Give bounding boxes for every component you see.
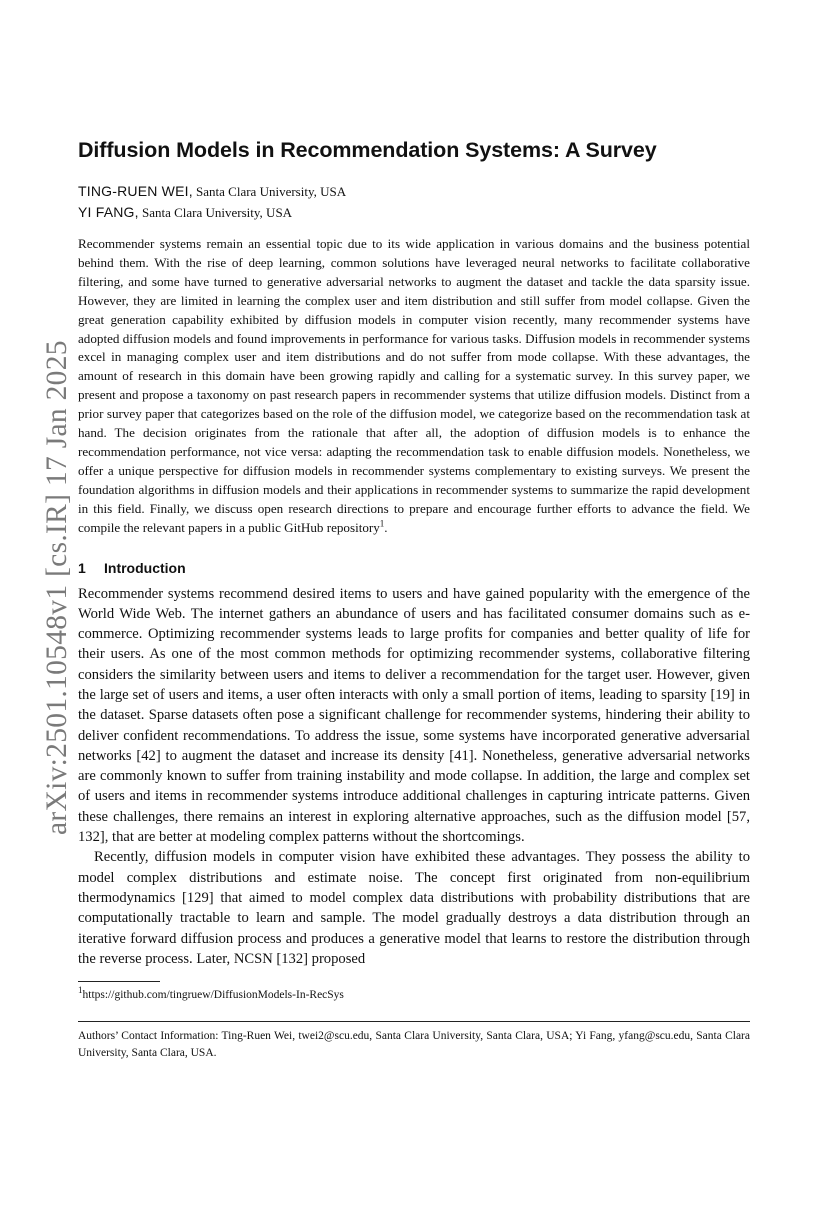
contact-divider <box>78 1021 750 1022</box>
section-heading <box>78 560 750 576</box>
body-paragraph: Recommender systems recommend desired items to users and have gained popularity with the emergence of the World Wide Web. The internet gathers an abundance of users and has facilitated consumer domains such as e-commerce. Optimizing recommender systems leads to large profits for companies and better quality of life for their users. As one of the most common methods for optimizing recommender systems, collaborative filtering considers the similarity between users and items to deliver a recommendation for the target user. However, given the large set of users and items, a user often interacts with only a small portion of items, leading to sparsity [19] in the dataset. Sparse datasets often pose a significant challenge for recommender systems, hindering their ability to deliver confident recommendations. To address the issue, some systems have incorporated generative adversarial networks [42] to augment the dataset and increase its density [41]. Nonetheless, generative adversarial networks are commonly known to suffer from training instability and mode collapse. In addition, the large and complex set of users and items in recommender systems introduce additional challenges in capturing intricate patterns. Given these challenges, there remains an interest in exploring alternative approaches, such as the diffusion model [57, 132], that are better at modeling complex patterns without the shortcomings. <box>78 585 750 846</box>
author-name: YI FANG, <box>78 204 139 220</box>
author-contact-info: Authors’ Contact Information: Ting-Ruen Wei, twei2@scu.edu, Santa Clara University, Santa Clara, USA; Yi Fang, yfang@scu.edu, Santa Clara University, Santa Clara, USA. <box>78 1030 750 1060</box>
paper-page <box>78 138 750 1062</box>
author-entry <box>78 181 750 202</box>
abstract <box>78 235 750 538</box>
section-number: 1 <box>78 559 86 576</box>
author-entry <box>78 202 750 223</box>
author-name: TING-RUEN WEI, <box>78 183 193 199</box>
arxiv-identifier: arXiv:2501.10548v1 [cs.IR] 17 Jan 2025 <box>41 340 73 835</box>
footnote-divider <box>78 981 160 982</box>
abstract-end: . <box>384 519 388 535</box>
footnote-marker: 1 <box>379 518 385 529</box>
abstract-text: Recommender systems remain an essential topic due to its wide application in various domains and the business potential behind them. With the rise of deep learning, common solutions have leveraged neural networks to facilitate collaborative filtering, and some have turned to generative adversarial networks to augment the dataset and tackle the data sparsity issue. However, they are limited in learning the complex user and item distribution and still suffer from model collapse. Given the great generation capability exhibited by diffusion models in computer vision recently, many recommender systems have adopted diffusion models and found improvements in performance for various tasks. Diffusion models in recommender systems excel in managing complex user and item distributions and do not suffer from mode collapse. With these advantages, the amount of research in this domain have been growing rapidly and calling for a systematic survey. In this survey paper, we present and propose a taxonomy on past research papers in recommender systems that utilize diffusion models. Distinct from a prior survey paper that categorizes based on the role of the diffusion model, we categorize based on the recommendation task at hand. The decision originates from the rationale that after all, the adoption of diffusion models is to enhance the recommendation performance, not vice versa: adapting the recommendation task to enable diffusion models. Nonetheless, we offer a unique perspective for diffusion models in recommender systems complementary to existing surveys. We present the foundation algorithms in diffusion models and their applications in recommender systems to summarize the rapid development in this field. Finally, we discuss open research directions to prepare and encourage further efforts to advance the field. We compile the relevant papers in a public GitHub repository <box>78 236 750 535</box>
author-affiliation: Santa Clara University, USA <box>138 205 293 220</box>
arxiv-sidebar <box>10 255 73 835</box>
section-title: Introduction <box>104 559 186 576</box>
paper-title: Diffusion Models in Recommendation Systems: A Survey <box>78 138 657 162</box>
footnote <box>78 985 750 1003</box>
author-list <box>78 181 750 223</box>
footnote-number: 1 <box>78 985 83 996</box>
footnote-link[interactable]: https://github.com/tingruew/DiffusionModels-In-RecSys <box>82 989 344 1002</box>
author-affiliation: Santa Clara University, USA <box>192 184 347 199</box>
body-paragraph: Recently, diffusion models in computer vision have exhibited these advantages. They possess the ability to model complex distributions and estimate noise. The concept first originated from non-equilibrium thermodynamics [129] that aimed to model complex data distributions with probability distributions that are computationally tractable to learn and sample. The model gradually destroys a data distribution through an iterative forward diffusion process and produces a generative model that learns to restore the distribution through the reverse process. Later, NCSN [132] proposed <box>78 849 750 967</box>
